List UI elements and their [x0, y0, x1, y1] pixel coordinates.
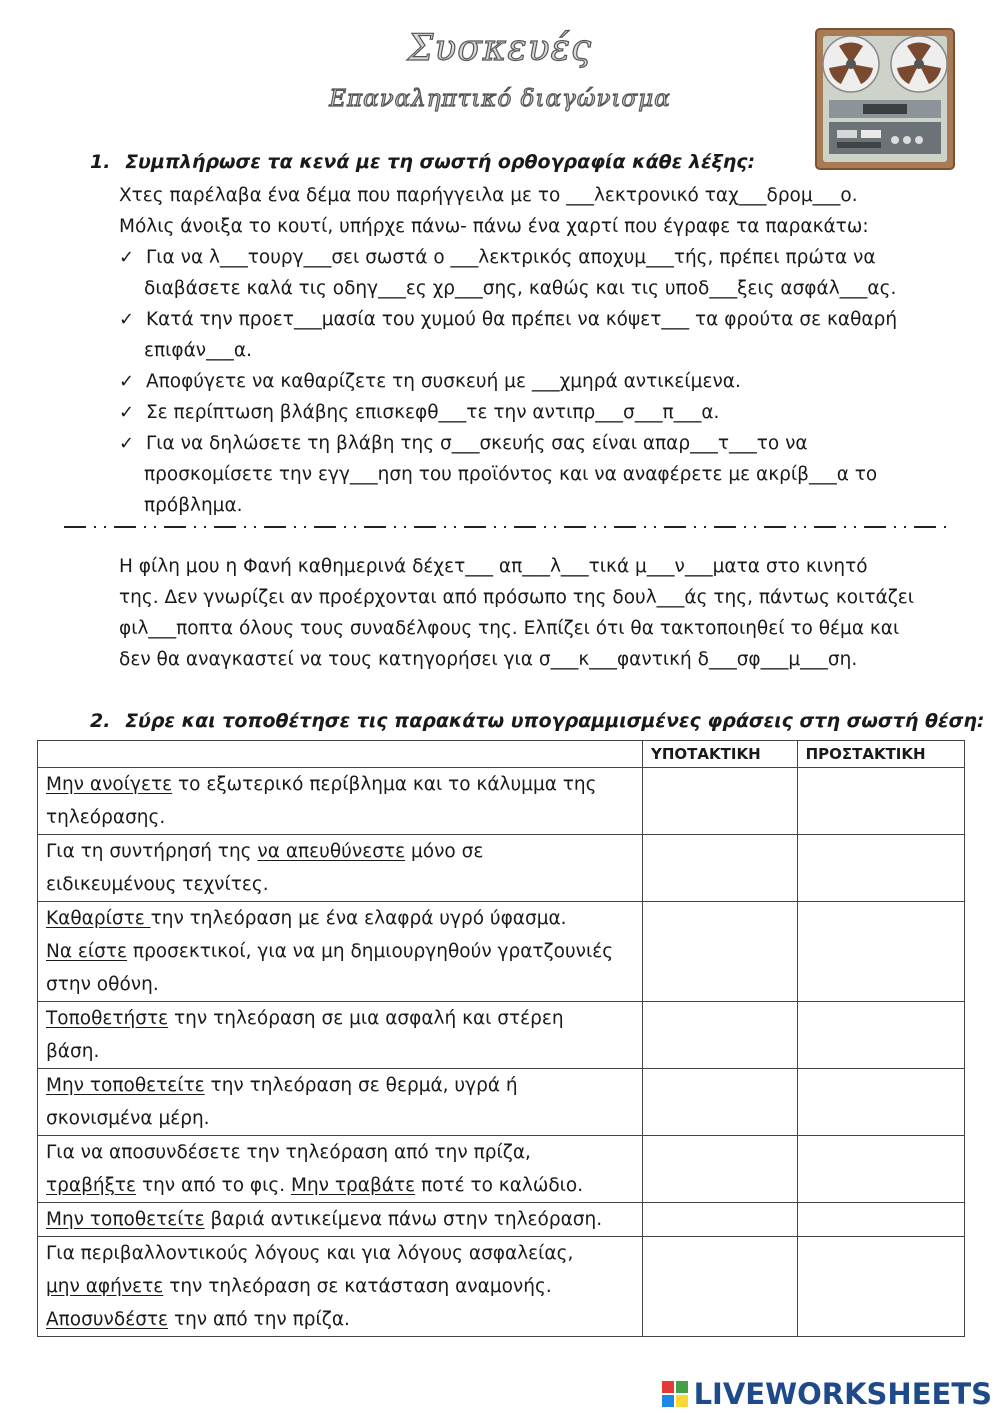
checkmark-icon: ✓: [119, 433, 135, 454]
checkmark-icon: ✓: [119, 402, 135, 423]
phrase-cell: [38, 1203, 643, 1237]
phrase-text: Για τη συντήρησή της: [46, 841, 258, 862]
draggable-phrase[interactable]: Μην τραβάτε: [290, 1175, 416, 1196]
imperative-drop-cell[interactable]: [797, 768, 964, 835]
checkmark-icon: ✓: [119, 371, 135, 392]
checklist: [119, 242, 897, 521]
draggable-phrase[interactable]: Τοποθετήστε: [46, 1008, 169, 1029]
classification-table: [37, 740, 965, 1337]
list-item: [119, 242, 897, 304]
logo-square: [676, 1381, 688, 1393]
draggable-phrase[interactable]: τραβήξτε: [46, 1175, 137, 1196]
text-line: Κατά την προετ___μασία του χυμού θα πρέπει να κόψετ___ τα φρούτα σε καθαρή: [145, 309, 898, 330]
page-title: Συσκευές: [407, 28, 593, 69]
subjunctive-drop-cell[interactable]: [643, 902, 798, 1002]
text-line: [46, 1303, 636, 1336]
subjunctive-drop-cell[interactable]: [643, 835, 798, 902]
phrase-text: σκονισμένα μέρη.: [46, 1108, 210, 1129]
checkmark-icon: ✓: [119, 309, 135, 330]
phrase-text: ποτέ το καλώδιο.: [415, 1175, 584, 1196]
intro-paragraph: [119, 180, 869, 242]
table-row: [38, 1002, 965, 1069]
text-line: της. Δεν γνωρίζει αν προέρχονται από πρόσωπο της δουλ___άς της, πάντως κοιτάζει: [119, 587, 915, 608]
phrase-cell: [38, 902, 643, 1002]
text-line: επιφάν___α.: [144, 340, 252, 361]
phrase-text: την τηλεόραση σε θερμά, υγρά ή: [204, 1075, 518, 1096]
phrase-cell: [38, 1069, 643, 1136]
list-item: [119, 304, 897, 366]
phrase-text: στην οθόνη.: [46, 974, 159, 995]
phrase-text: την τηλεόραση με ένα ελαφρά υγρό ύφασμα.: [150, 908, 567, 929]
fill-in-paragraph: [119, 551, 914, 675]
draggable-phrase[interactable]: Καθαρίστε: [46, 908, 151, 929]
question-text: Συμπλήρωσε τα κενά με τη σωστή ορθογραφία κάθε λέξης:: [125, 151, 756, 173]
text-line: διαβάσετε καλά τις οδηγ___ες χρ___σης, καθώς και τις υποδ___ξεις ασφάλ___ας.: [144, 278, 897, 299]
table-row: [38, 1069, 965, 1136]
phrase-text: τηλεόρασης.: [46, 807, 166, 828]
reel-tape-recorder-icon: [815, 28, 955, 170]
text-line: δεν θα αναγκαστεί να τους κατηγορήσει για σ___κ___φαντική δ___σφ___μ___ση.: [119, 649, 858, 670]
table-row: [38, 835, 965, 902]
table-row: [38, 902, 965, 1002]
list-item: [119, 428, 897, 521]
phrase-text: την τηλεόραση σε κατάσταση αναμονής.: [163, 1276, 552, 1297]
question-number: 2.: [90, 710, 111, 732]
draggable-phrase[interactable]: Μην τοποθετείτε: [46, 1209, 205, 1230]
imperative-drop-cell[interactable]: [797, 1002, 964, 1069]
liveworksheets-logo-icon: [662, 1381, 688, 1407]
text-line: [46, 868, 636, 901]
question-2-heading: [90, 710, 985, 732]
draggable-phrase[interactable]: να απευθύνεστε: [257, 841, 406, 862]
table-row: [38, 1203, 965, 1237]
header-cell-blank: [38, 741, 643, 768]
imperative-drop-cell[interactable]: [797, 1203, 964, 1237]
imperative-drop-cell[interactable]: [797, 1237, 964, 1337]
text-line: Μόλις άνοιξα το κουτί, υπήρχε πάνω- πάνω ένα χαρτί που έγραφε τα παρακάτω:: [119, 216, 869, 237]
subjunctive-drop-cell[interactable]: [643, 1136, 798, 1203]
text-line: [46, 768, 636, 801]
text-line: [46, 1270, 636, 1303]
question-number: 1.: [90, 151, 111, 173]
phrase-text: Για να αποσυνδέσετε την τηλεόραση από την πρίζα,: [46, 1142, 531, 1163]
phrase-cell: [38, 1136, 643, 1203]
subjunctive-drop-cell[interactable]: [643, 1069, 798, 1136]
logo-square: [662, 1395, 674, 1407]
imperative-drop-cell[interactable]: [797, 1069, 964, 1136]
imperative-drop-cell[interactable]: [797, 902, 964, 1002]
logo-square: [676, 1395, 688, 1407]
text-line: [46, 1237, 636, 1270]
phrase-text: το εξωτερικό περίβλημα και το κάλυμμα της: [172, 774, 597, 795]
text-line: [46, 801, 636, 834]
phrase-text: ειδικευμένους τεχνίτες.: [46, 874, 269, 895]
table-row: [38, 1237, 965, 1337]
question-1-heading: [90, 151, 755, 173]
draggable-phrase[interactable]: μην αφήνετε: [46, 1276, 164, 1297]
dash-dot-divider: [64, 521, 954, 533]
text-line: [46, 1035, 636, 1068]
text-line: [46, 968, 636, 1001]
phrase-cell: [38, 768, 643, 835]
draggable-phrase[interactable]: Μην ανοίγετε: [46, 774, 173, 795]
table-row: [38, 768, 965, 835]
header-subjunctive: ΥΠΟΤΑΚΤΙΚΗ: [643, 741, 798, 768]
logo-square: [662, 1381, 674, 1393]
text-line: [46, 935, 636, 968]
phrase-text: την από την πρίζα.: [168, 1309, 350, 1330]
text-line: Για να λ___τουργ___σει σωστά ο ___λεκτρικός αποχυμ___τής, πρέπει πρώτα να: [145, 247, 876, 268]
text-line: [46, 1203, 636, 1236]
text-line: πρόβλημα.: [144, 495, 243, 516]
draggable-phrase[interactable]: Να είστε: [46, 941, 128, 962]
checkmark-icon: ✓: [119, 247, 135, 268]
text-line: Για να δηλώσετε τη βλάβη της σ___σκευής σας είναι απαρ___τ___το να: [145, 433, 808, 454]
table-row: [38, 1136, 965, 1203]
text-line: [46, 1102, 636, 1135]
text-line: Χτες παρέλαβα ένα δέμα που παρήγγειλα με το ___λεκτρονικό ταχ___δρομ___ο.: [119, 185, 858, 206]
liveworksheets-logo: [662, 1377, 992, 1411]
draggable-phrase[interactable]: Αποσυνδέστε: [46, 1309, 169, 1330]
phrase-cell: [38, 1237, 643, 1337]
phrase-text: μόνο σε: [405, 841, 484, 862]
text-line: προσκομίσετε την εγγ___ηση του προϊόντος και να αναφέρετε με ακρίβ___α το: [144, 464, 878, 485]
subjunctive-drop-cell[interactable]: [643, 1203, 798, 1237]
logo-text: LIVEWORKSHEETS: [693, 1377, 992, 1411]
text-line: [46, 1136, 636, 1169]
text-line: Η φίλη μου η Φανή καθημερινά δέχετ___ απ___λ___τικά μ___ν___ματα στο κινητό: [119, 556, 868, 577]
subjunctive-drop-cell[interactable]: [643, 1002, 798, 1069]
text-line: [46, 902, 636, 935]
phrase-text: Για περιβαλλοντικούς λόγους και για λόγους ασφαλείας,: [46, 1243, 574, 1264]
subjunctive-drop-cell[interactable]: [643, 1237, 798, 1337]
text-line: φιλ___ποπτα όλους τους συναδέλφους της. Ελπίζει ότι θα τακτοποιηθεί το θέμα και: [119, 618, 900, 639]
question-text: Σύρε και τοποθέτησε τις παρακάτω υπογραμμισμένες φράσεις στη σωστή θέση:: [125, 710, 985, 732]
subjunctive-drop-cell[interactable]: [643, 768, 798, 835]
text-line: [46, 835, 636, 868]
text-line: [46, 1002, 636, 1035]
phrase-text: βάση.: [46, 1041, 100, 1062]
text-line: Σε περίπτωση βλάβης επισκεφθ___τε την αντιπρ___σ___π___α.: [145, 402, 720, 423]
page-subtitle: Επαναληπτικό διαγώνισμα: [329, 86, 671, 112]
text-line: [46, 1069, 636, 1102]
table-header-row: [38, 741, 965, 768]
header-imperative: ΠΡΟΣΤΑΚΤΙΚΗ: [797, 741, 964, 768]
phrase-text: την από το φις.: [136, 1175, 291, 1196]
text-line: [46, 1169, 636, 1202]
imperative-drop-cell[interactable]: [797, 835, 964, 902]
list-item: [119, 397, 897, 428]
imperative-drop-cell[interactable]: [797, 1136, 964, 1203]
phrase-text: προσεκτικοί, για να μη δημιουργηθούν γρατζουνιές: [127, 941, 614, 962]
list-item: [119, 366, 897, 397]
phrase-text: βαριά αντικείμενα πάνω στην τηλεόραση.: [204, 1209, 603, 1230]
draggable-phrase[interactable]: Μην τοποθετείτε: [46, 1075, 205, 1096]
text-line: Αποφύγετε να καθαρίζετε τη συσκευή με ___χμηρά αντικείμενα.: [145, 371, 741, 392]
phrase-cell: [38, 1002, 643, 1069]
phrase-cell: [38, 835, 643, 902]
phrase-text: την τηλεόραση σε μια ασφαλή και στέρεη: [168, 1008, 564, 1029]
